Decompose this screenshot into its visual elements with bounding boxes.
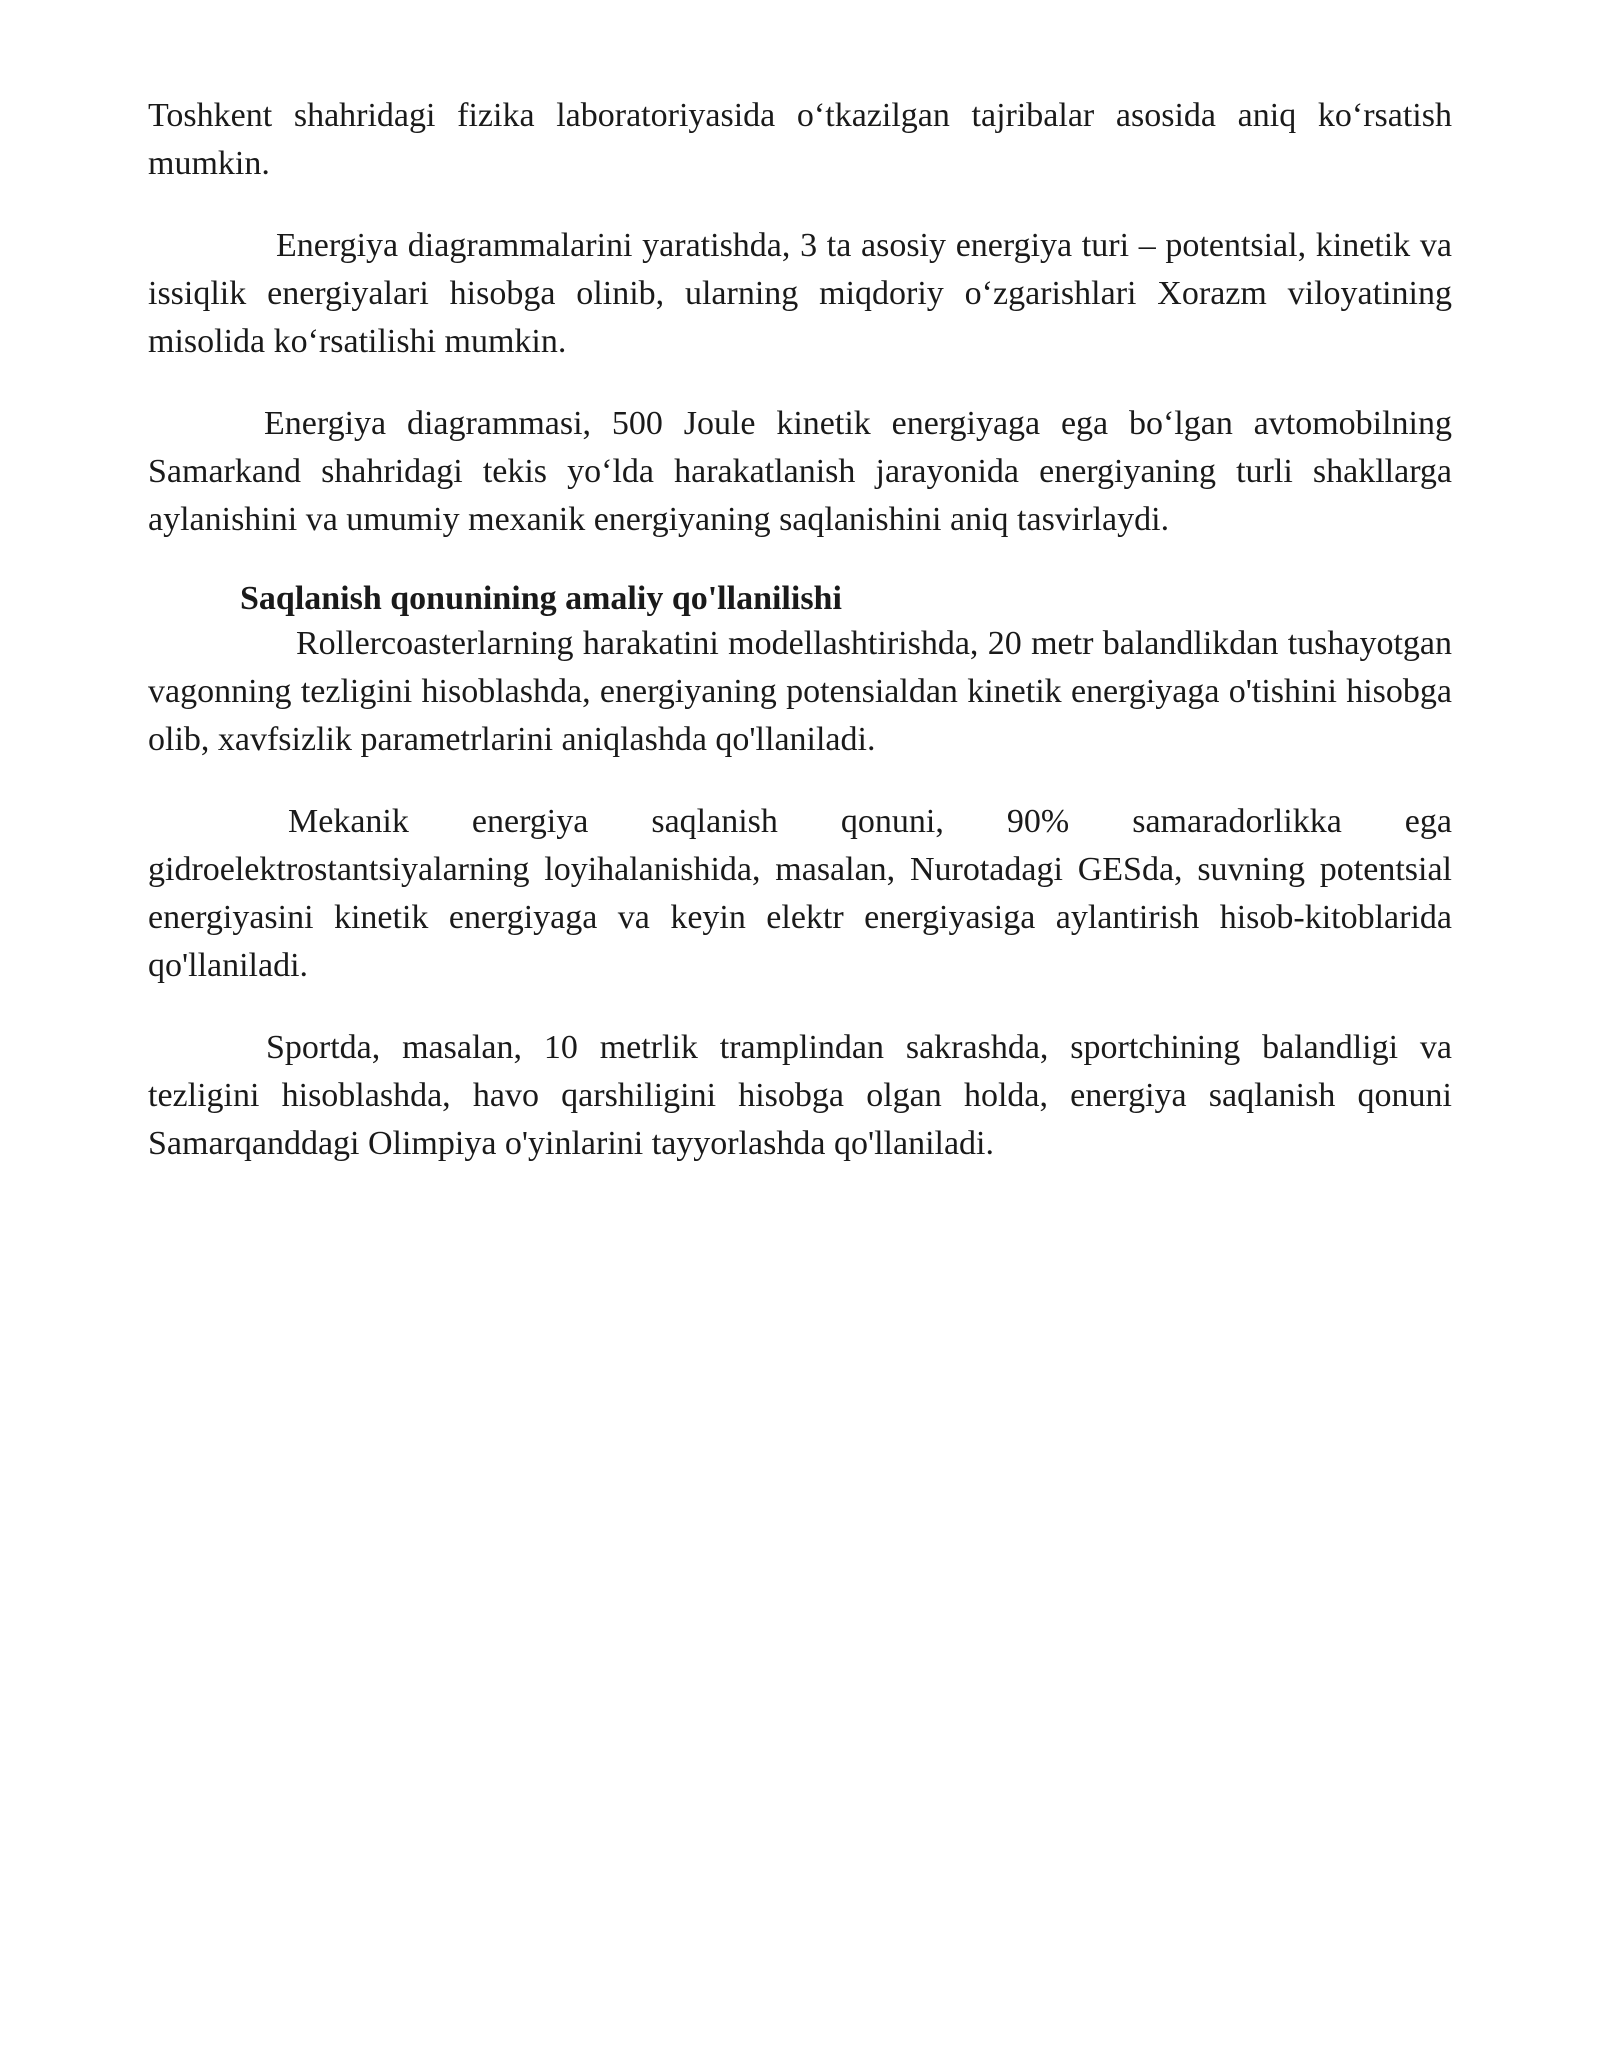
paragraph-rollercoaster: Rollercoasterlarning harakatini modellashtirishda, 20 metr balandlikdan tushayotgan vagonning tezligini hisoblashda, energiyaning potensialdan kinetik energiyaga o'tishini hisobga olib, xavfsizlik parametrlarini aniqlashda qo'llaniladi. [148,625,1452,758]
paragraph-hydro-plant: Mekanik energiya saqlanish qonuni, 90% samaradorlikka ega gidroelektrostantsiyalarning loyihalanishida, masalan, Nurotadagi GESda, suvning potentsial energiyasini kinetik energiyaga va keyin elektr energiyasiga aylantirish hisob-kitoblarida qo'llaniladi. [148,803,1452,984]
paragraph-continuation: Toshkent shahridagi fizika laboratoriyasida o‘tkazilgan tajribalar asosida aniq ko‘rsatish mumkin. [148,97,1452,182]
paragraph-energy-diagram-car: Energiya diagrammasi, 500 Joule kinetik energiyaga ega bo‘lgan avtomobilning Samarkand shahridagi tekis yo‘lda harakatlanish jarayonida energiyaning turli shakllarga aylanishini va umumiy mexanik energiyaning saqlanishini aniq tasvirlaydi. [148,405,1452,538]
paragraph-sport: Sportda, masalan, 10 metrlik tramplindan sakrashda, sportchining balandligi va tezligini hisoblashda, havo qarshiligini hisobga olgan holda, energiya saqlanish qonuni Samarqanddagi Olimpiya o'yinlarini tayyorlashda qo'llaniladi. [148,1029,1452,1162]
paragraph-energy-diagrams: Energiya diagrammalarini yaratishda, 3 ta asosiy energiya turi – potentsial, kinetik va issiqlik energiyalari hisobga olinib, ularning miqdoriy o‘zgarishlari Xorazm viloyatining misolida ko‘rsatilishi mumkin. [148,227,1452,360]
document-body [148,92,1452,1202]
section-heading: Saqlanish qonunining amaliy qo'llanilishi [240,580,842,617]
